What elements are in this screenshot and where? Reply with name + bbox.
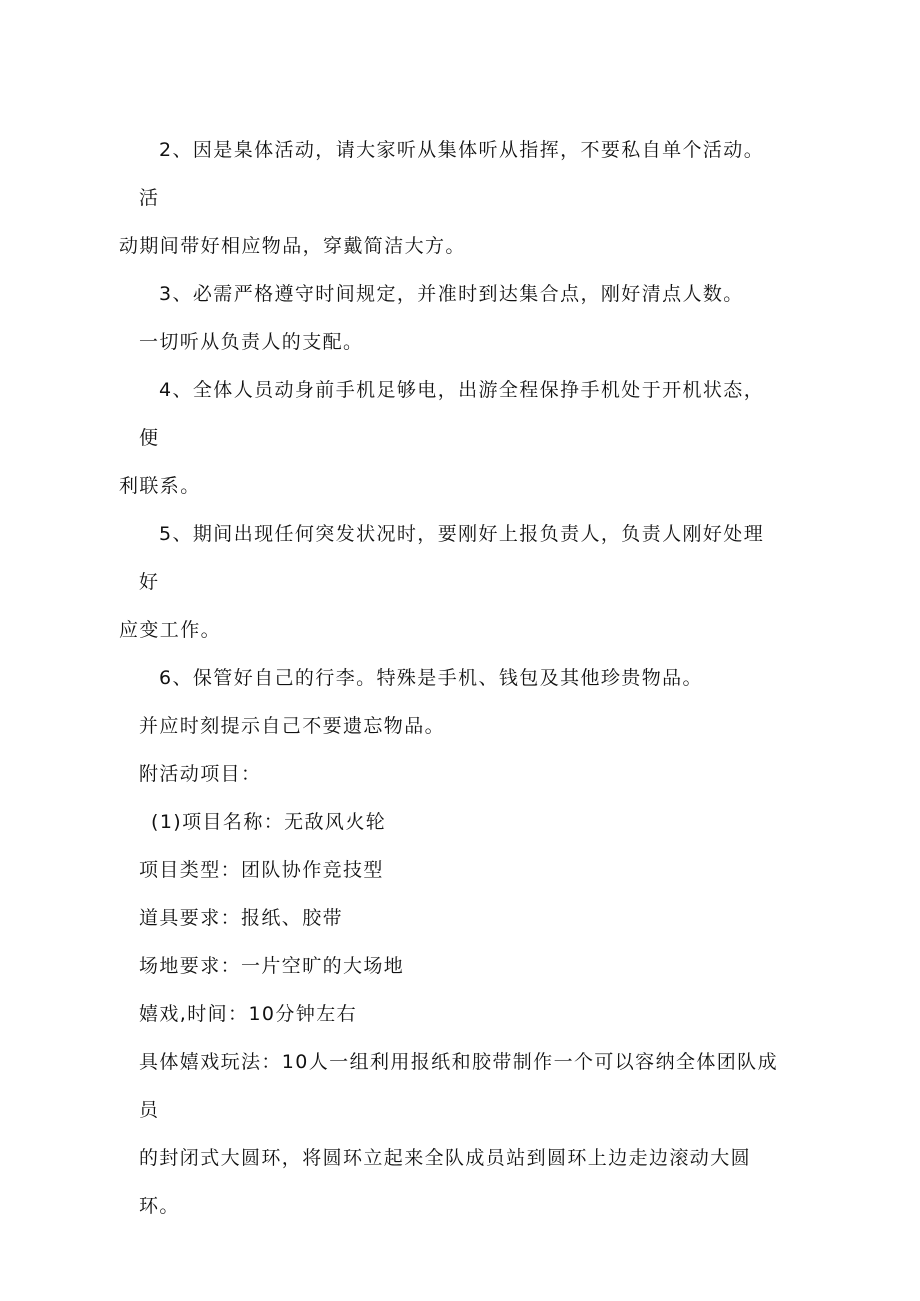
text-line: 的封闭式大圆环，将圆环立起来全队成员站到圆环上边走边滚动大圆环。 xyxy=(139,1147,752,1217)
text-line: 3、必需严格遵守时间规定，并准时到达集合点，刚好清点人数。 xyxy=(159,283,744,305)
paragraph-item-2 xyxy=(119,126,781,270)
text-line: 并应时刻提示自己不要遗忘物品。 xyxy=(139,715,446,737)
text-line: 应变工作。 xyxy=(119,619,222,641)
appendix-title: 附活动项目： xyxy=(139,763,262,785)
paragraph-item-5 xyxy=(119,510,781,654)
paragraph-item-6-continuation xyxy=(139,702,781,750)
paragraph-item-4 xyxy=(119,366,781,510)
text-line: 一切听从负责人的支配。 xyxy=(139,331,364,353)
project-rules xyxy=(139,1038,781,1230)
text-line: 5、期间出现任何突发状况时，要刚好上报负责人，负责人刚好处理好 xyxy=(139,523,765,593)
text-line: 动期间带好相应物品，穿戴简洁大方。 xyxy=(119,235,466,257)
paragraph-item-3-continuation xyxy=(139,318,781,366)
text-line: 具体嬉戏玩法：10人一组利用报纸和胶带制作一个可以容纳全体团队成员 xyxy=(139,1051,778,1121)
paragraph-item-3 xyxy=(139,270,781,318)
project-time: 嬉戏,时间：10分钟左右 xyxy=(139,1003,358,1025)
document-body xyxy=(119,126,781,1230)
text-line: 4、全体人员动身前手机足够电，出游全程保挣手机处于开机状态，便 xyxy=(139,379,765,449)
project-name: (1)项目名称：无敌风火轮 xyxy=(151,811,387,833)
text-line: 2、因是臬体活动，请大家听从集体听从指挥，不要私自单个活动。活 xyxy=(139,139,765,209)
paragraph-item-6 xyxy=(139,654,781,702)
text-line: 6、保管好自己的行李。特殊是手机、钱包及其他珍贵物品。 xyxy=(159,667,703,689)
project-props: 道具要求：报纸、胶带 xyxy=(139,907,344,929)
text-line: 利联系。 xyxy=(119,475,201,497)
project-type: 项目类型：团队协作竞技型 xyxy=(139,859,384,881)
project-venue: 场地要求：一片空旷的大场地 xyxy=(139,955,405,977)
